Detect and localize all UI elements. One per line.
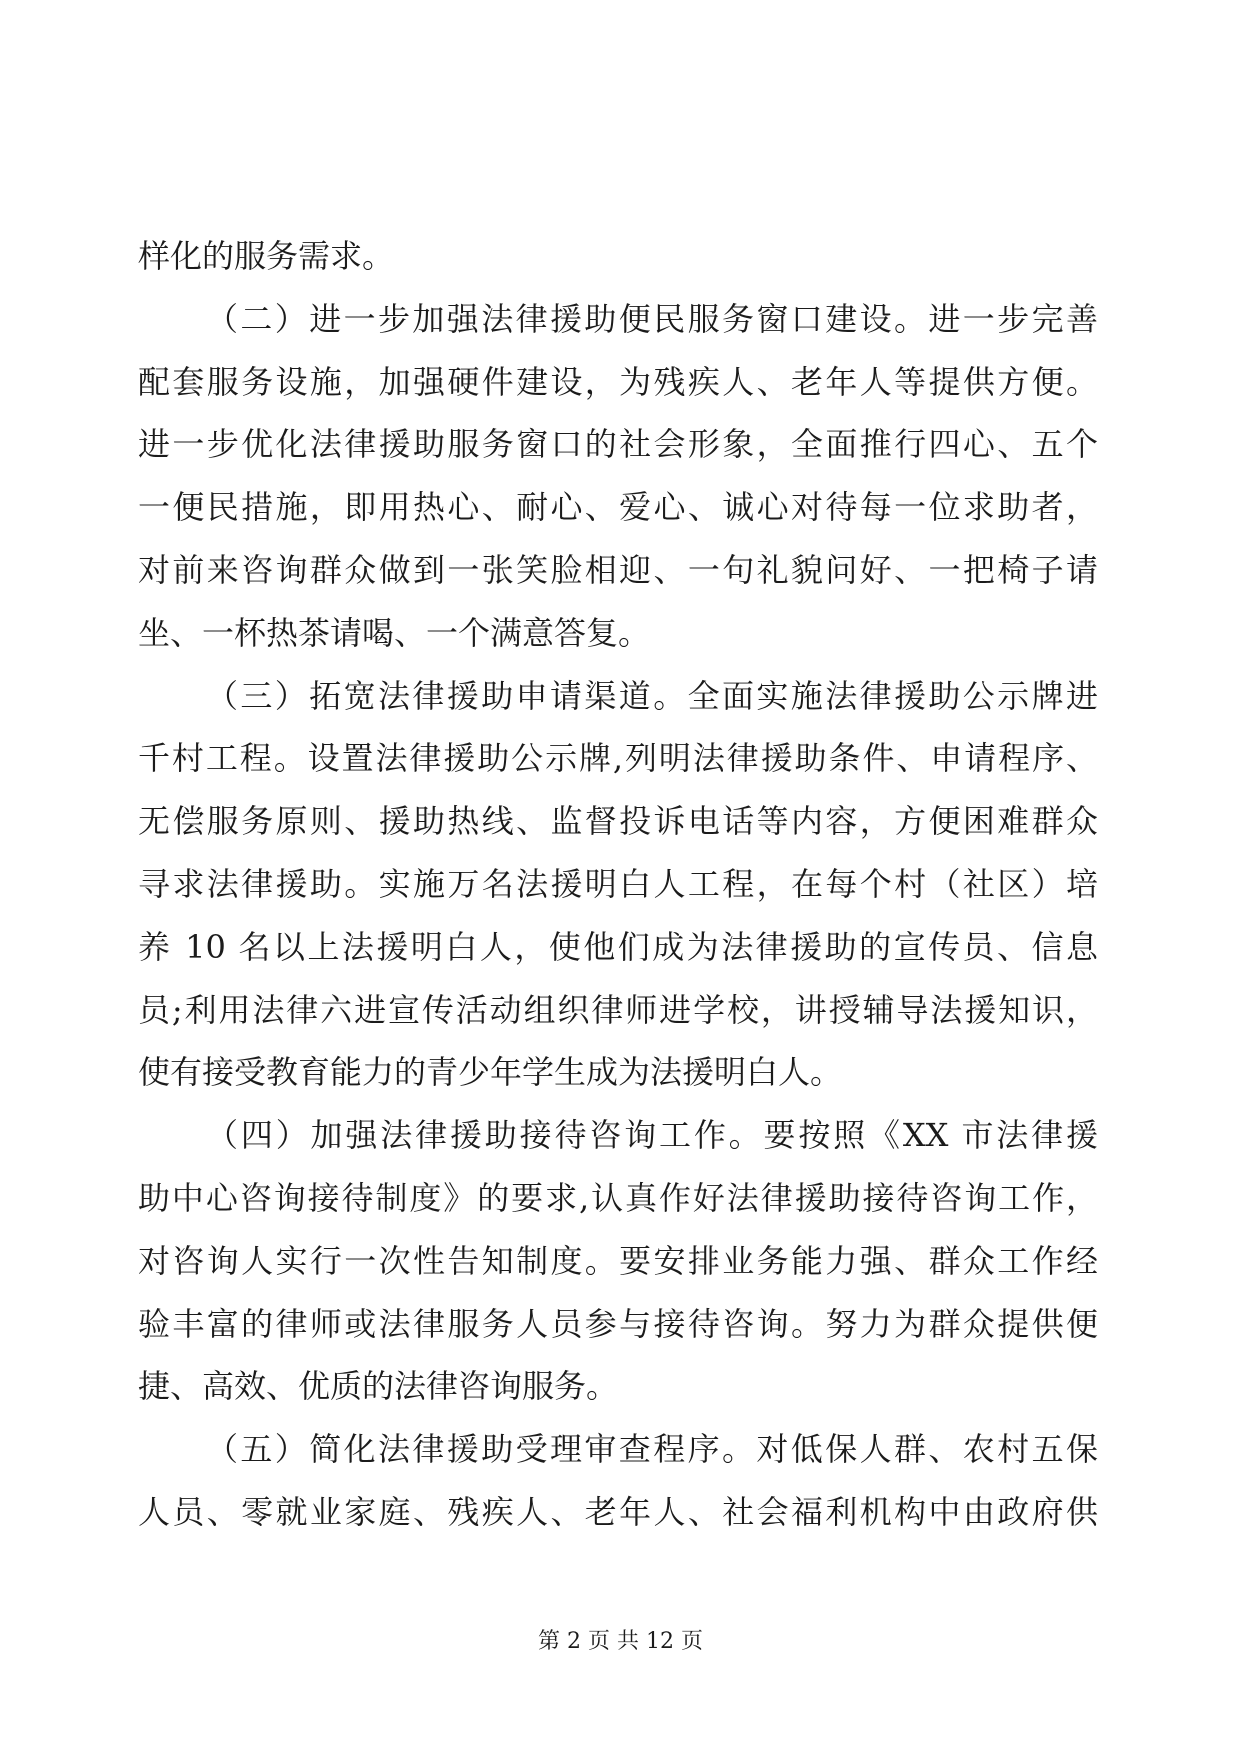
- paragraph-heading-line: （四）加强法律援助接待咨询工作。要按照《XX 市法律援: [206, 1116, 1098, 1155]
- text-line: 使有接受教育能力的青少年学生成为法援明白人。: [138, 1053, 843, 1092]
- paragraph-heading-line: （三）拓宽法律援助申请渠道。全面实施法律援助公示牌进: [206, 676, 1098, 715]
- text-line: 一便民措施，即用热心、耐心、爱心、诚心对待每一位求助者，: [138, 488, 1098, 527]
- text-line: 员;利用法律六进宣传活动组织律师进学校，讲授辅导法援知识，: [138, 990, 1098, 1029]
- paragraph-section-3: [138, 665, 1098, 1105]
- text-line: 验丰富的律师或法律服务人员参与接待咨询。努力为群众提供便: [138, 1304, 1098, 1343]
- document-body: [138, 225, 1098, 1544]
- text-line: 捷、高效、优质的法律咨询服务。: [138, 1367, 619, 1406]
- text-line: 坐、一杯热茶请喝、一个满意答复。: [138, 613, 651, 652]
- paragraph-section-2: [138, 288, 1098, 665]
- text-line: 无偿服务原则、援助热线、监督投诉电话等内容，方便困难群众: [138, 802, 1098, 841]
- paragraph-section-4: [138, 1104, 1098, 1418]
- paragraph-continuation: [138, 225, 1098, 288]
- text-line: 对前来咨询群众做到一张笑脸相迎、一句礼貌问好、一把椅子请: [138, 550, 1098, 589]
- text-line: 千村工程。设置法律援助公示牌,列明法律援助条件、申请程序、: [138, 739, 1098, 778]
- paragraph-section-5: [138, 1418, 1098, 1544]
- text-line: 进一步优化法律援助服务窗口的社会形象，全面推行四心、五个: [138, 425, 1098, 464]
- paragraph-heading-line: （五）简化法律援助受理审查程序。对低保人群、农村五保: [206, 1430, 1098, 1469]
- text-line: 配套服务设施，加强硬件建设，为残疾人、老年人等提供方便。: [138, 362, 1098, 401]
- text-line: 寻求法律援助。实施万名法援明白人工程，在每个村（社区）培: [138, 864, 1098, 903]
- text-line: 养 10 名以上法援明白人，使他们成为法律援助的宣传员、信息: [138, 927, 1098, 966]
- text-line: 人员、零就业家庭、残疾人、老年人、社会福利机构中由政府供: [138, 1492, 1098, 1531]
- text-line: 助中心咨询接待制度》的要求,认真作好法律援助接待咨询工作，: [138, 1178, 1098, 1217]
- text-line: 对咨询人实行一次性告知制度。要安排业务能力强、群众工作经: [138, 1241, 1098, 1280]
- text-line: 样化的服务需求。: [138, 237, 395, 275]
- paragraph-heading-line: （二）进一步加强法律援助便民服务窗口建设。进一步完善: [206, 299, 1098, 338]
- page-footer: 第 2 页 共 12 页: [538, 1629, 703, 1654]
